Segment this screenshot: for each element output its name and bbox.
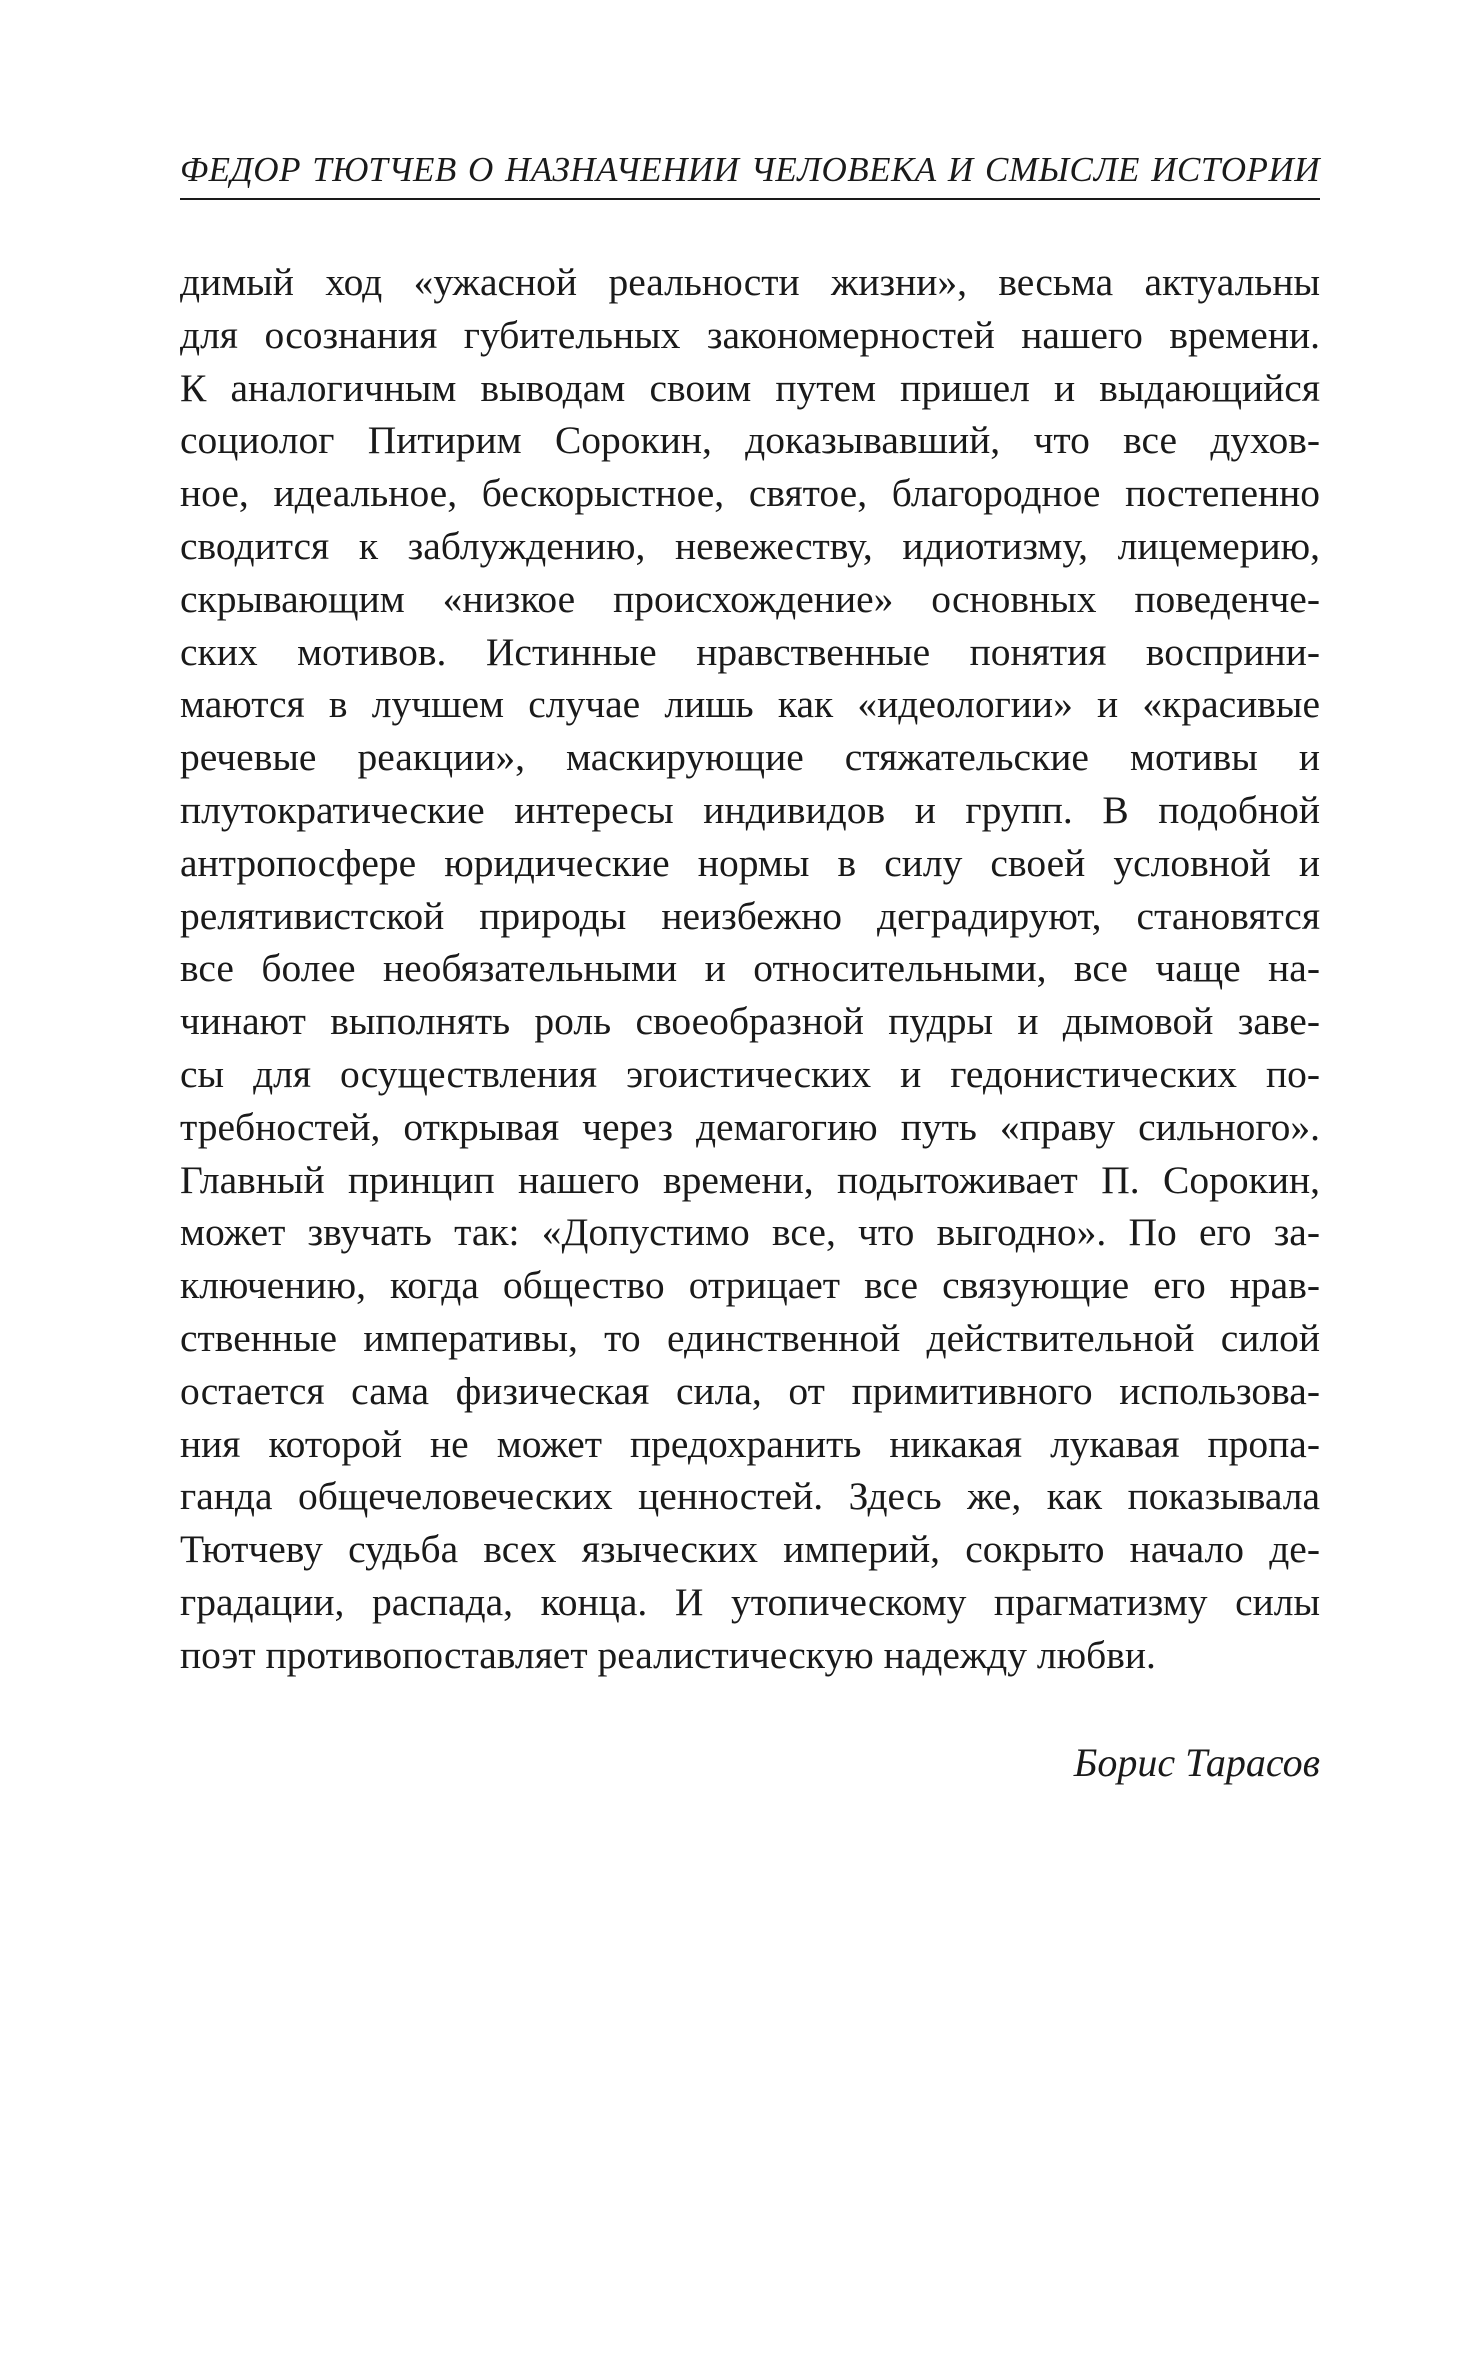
text-line: социолог Питирим Сорокин, доказывавший, что все духов- xyxy=(180,418,1320,463)
text-line: сы для осуществления эгоистических и гедонистических по- xyxy=(180,1051,1320,1096)
text-line: Тютчеву судьба всех языческих империй, сокрыто начало де- xyxy=(180,1527,1320,1572)
author-signature: Борис Тарасов xyxy=(1073,1740,1320,1785)
text-line: ния которой не может предохранить никакая лукавая пропа- xyxy=(180,1421,1320,1466)
text-line: сводится к заблуждению, невежеству, идиотизму, лицемерию, xyxy=(180,523,1320,568)
text-line: ственные императивы, то единственной действительной силой xyxy=(180,1315,1320,1360)
text-line: Главный принцип нашего времени, подытоживает П. Сорокин, xyxy=(180,1157,1320,1202)
text-line: все более необязательными и относительными, все чаще на- xyxy=(180,946,1320,991)
text-line: чинают выполнять роль своеобразной пудры и дымовой заве- xyxy=(180,999,1320,1044)
text-line: ное, идеальное, бескорыстное, святое, благородное постепенно xyxy=(180,471,1320,516)
text-line: остается сама физическая сила, от примитивного использова- xyxy=(180,1368,1320,1413)
text-line: может звучать так: «Допустимо все, что выгодно». По его за- xyxy=(180,1210,1320,1255)
text-line: поэт противопоставляет реалистическую надежду любви. xyxy=(180,1632,1156,1677)
text-line: релятивистской природы неизбежно деградируют, становятся xyxy=(180,893,1320,938)
text-line: плутократические интересы индивидов и групп. В подобной xyxy=(180,787,1320,832)
main-text xyxy=(180,256,1320,1682)
running-header: ФЕДОР ТЮТЧЕВ О НАЗНАЧЕНИИ ЧЕЛОВЕКА И СМЫСЛЕ ИСТОРИИ xyxy=(180,150,1320,200)
text-line: ключению, когда общество отрицает все связующие его нрав- xyxy=(180,1263,1320,1308)
text-line: маются в лучшем случае лишь как «идеологии» и «красивые xyxy=(180,682,1320,727)
text-line: ганда общечеловеческих ценностей. Здесь же, как показывала xyxy=(180,1474,1320,1519)
text-line: антропосфере юридические нормы в силу своей условной и xyxy=(180,840,1320,885)
text-line: требностей, открывая через демагогию путь «праву сильного». xyxy=(180,1104,1320,1149)
text-line: речевые реакции», маскирующие стяжательские мотивы и xyxy=(180,735,1320,780)
text-line: димый ход «ужасной реальности жизни», весьма актуальны xyxy=(180,260,1320,304)
text-line: скрывающим «низкое происхождение» основных поведенче- xyxy=(180,576,1320,621)
text-line: ских мотивов. Истинные нравственные понятия восприни- xyxy=(180,629,1320,674)
text-line: градации, распада, конца. И утопическому прагматизму силы xyxy=(180,1579,1320,1624)
text-line: для осознания губительных закономерностей нашего времени. xyxy=(180,312,1320,357)
text-line: К аналогичным выводам своим путем пришел и выдающийся xyxy=(180,365,1320,410)
